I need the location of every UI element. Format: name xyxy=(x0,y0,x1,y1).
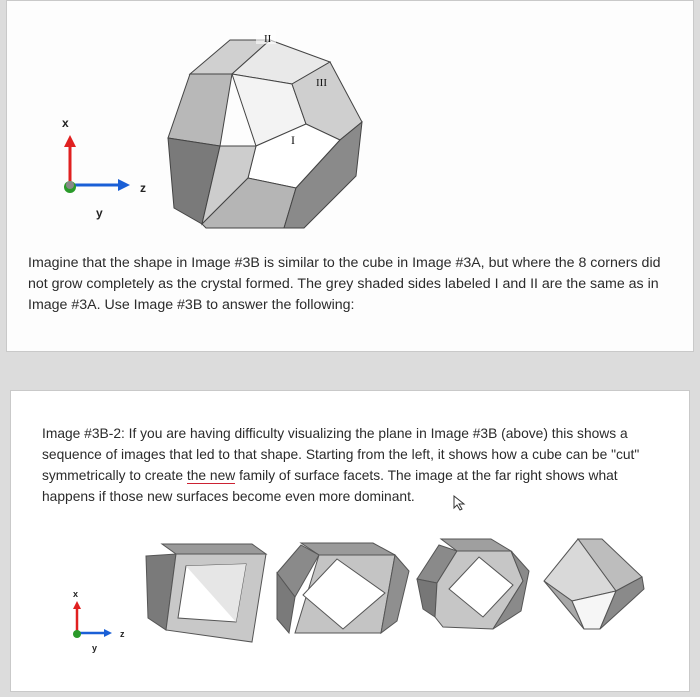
sequence-shape-2 xyxy=(273,537,411,645)
y-axis-dot-small xyxy=(73,630,81,638)
y-axis-label: y xyxy=(96,206,103,220)
question-text: Imagine that the shape in Image #3B is similar to the cube in Image #3A, but where the 8 corners did not grow completely as the crystal formed. The grey shaded sides labeled I and II are the same as in Image #3A. Use Image #3B to answer the following: xyxy=(28,255,661,313)
hint-text xyxy=(42,423,672,507)
label-III: III xyxy=(316,77,327,89)
axis-triad-small xyxy=(62,585,142,655)
y-axis-label-small: y xyxy=(92,643,98,653)
x-axis-label: x xyxy=(62,116,69,130)
sequence-shape-1 xyxy=(140,538,280,646)
z-axis-label-small: z xyxy=(120,629,125,639)
truncated-cube-figure xyxy=(160,28,375,233)
sequence-shape-3 xyxy=(413,535,533,635)
label-I: I xyxy=(291,133,295,147)
axis-triad xyxy=(40,105,170,225)
z-axis-label: z xyxy=(140,181,146,195)
sequence-shape-4 xyxy=(538,535,648,635)
hint-text-pre: Image #3B-2: If you are having difficulty visualizing the plane in Image #3B (above) this shows a sequence of images that led to that shape. Starting from the left, it shows how a cube can be "cut" symmetrically to create xyxy=(42,426,640,483)
hint-text-underlined: the new xyxy=(186,468,236,483)
label-II: II xyxy=(264,33,272,45)
hint-text-post: family of surface facets. The image at the far right shows what happens if those new surfaces become even more dominant. xyxy=(42,468,618,504)
cursor-icon xyxy=(452,494,468,512)
x-axis-label-small: x xyxy=(73,589,79,599)
